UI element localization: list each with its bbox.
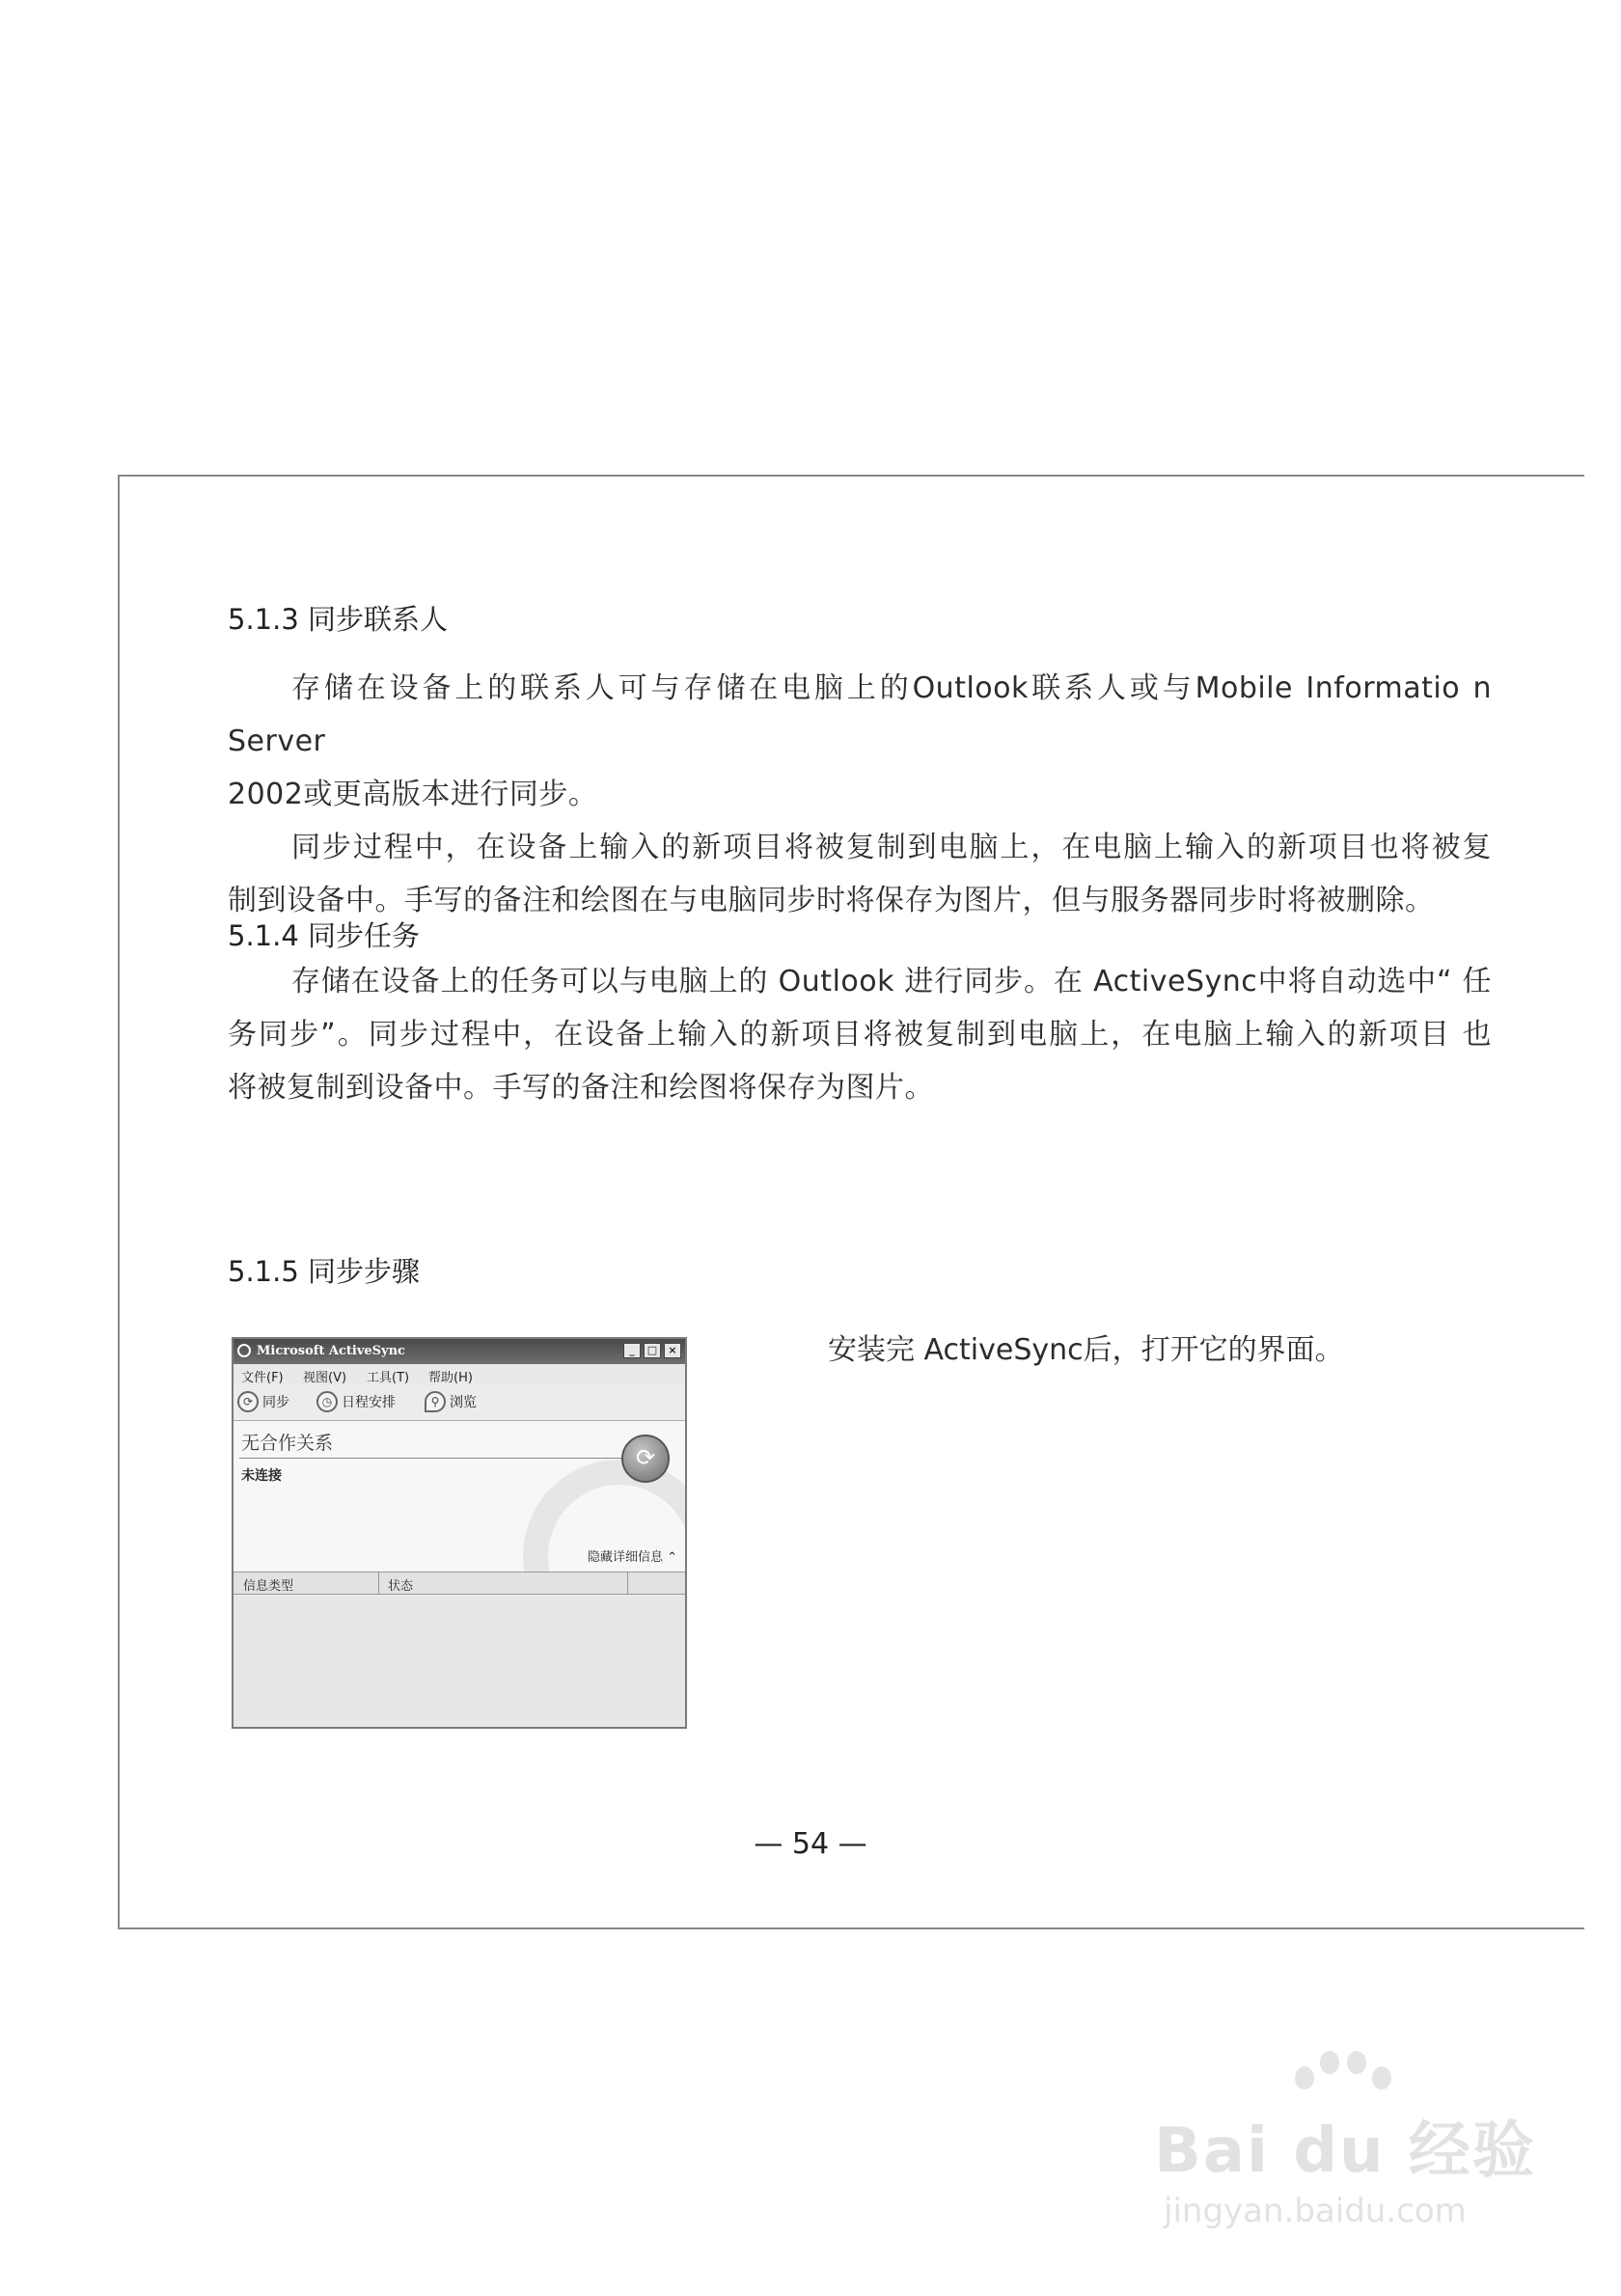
heading-5-1-5: 5.1.5 同步步骤 [228,1255,421,1288]
page-number: — 54 — [754,1827,867,1861]
list-header [234,1572,685,1595]
info-list [234,1595,685,1727]
magnifier-icon: ⚲ [425,1391,446,1412]
sync-status-icon[interactable]: ⟳ [621,1435,670,1483]
activesync-app-icon [237,1344,251,1357]
explore-label: 浏览 [450,1395,477,1410]
baidu-jingyan-watermark [1154,2037,1598,2240]
frame-bottom-rule [118,1927,1584,1929]
menu-view[interactable]: 视图(V) [303,1371,347,1385]
heading-5-1-3: 5.1.3 同步联系人 [228,603,449,636]
screenshot-caption: 安装完 ActiveSync后，打开它的界面。 [828,1333,1344,1367]
explore-button[interactable] [425,1391,477,1414]
paw-icon [1295,2066,1314,2090]
paragraph-line: 存储在设备上的任务可以与电脑上的 Outlook 进行同步。在 ActiveSync中将自动选中“ 任 [291,965,1492,998]
minimize-button[interactable]: _ [623,1343,641,1358]
paragraph-line: 将被复制到设备中。手写的备注和绘图将保存为图片。 [228,1071,934,1105]
schedule-label: 日程安排 [342,1395,396,1410]
sync-button[interactable] [237,1391,289,1414]
title-bar [234,1339,685,1364]
clock-icon: ◷ [316,1391,338,1412]
menu-help[interactable]: 帮助(H) [428,1371,473,1385]
paragraph-line: 同步过程中，在设备上输入的新项目将被复制到电脑上，在电脑上输入的新项目也将被复 [291,831,1492,864]
paragraph-line: 存储在设备上的联系人可与存储在电脑上的Outlook联系人或与Mobile Informatio n Server [228,671,1492,758]
paw-icon [1372,2066,1391,2090]
status-pane [234,1421,685,1572]
frame-top-rule [118,475,1584,477]
heading-5-1-4: 5.1.4 同步任务 [228,919,421,952]
paragraph-line: 务同步”。同步过程中，在设备上输入的新项目将被复制到电脑上，在电脑上输入的新项目 也 [228,1018,1492,1052]
activesync-window [232,1337,687,1729]
column-info-type[interactable]: 信息类型 [243,1579,294,1594]
frame-left-rule [118,475,120,1929]
connection-status: 未连接 [241,1468,282,1484]
paragraph-5-1-3 [228,662,1492,927]
sync-label: 同步 [262,1395,289,1410]
menu-file[interactable]: 文件(F) [241,1371,284,1385]
hide-details-toggle[interactable]: 隐藏详细信息 ⌃ [587,1550,677,1565]
menu-bar [234,1364,685,1385]
paw-icon [1347,2051,1366,2074]
menu-tools[interactable]: 工具(T) [367,1371,410,1385]
column-status[interactable]: 状态 [388,1579,414,1594]
paragraph-line: 制到设备中。手写的备注和绘图在与电脑同步时将保存为图片，但与服务器同步时将被删除。 [228,884,1435,917]
window-title: Microsoft ActiveSync [257,1344,405,1358]
column-divider [627,1572,628,1594]
close-button[interactable]: × [664,1343,681,1358]
sync-icon: ⟳ [237,1391,259,1412]
maximize-button[interactable]: □ [644,1343,661,1358]
status-divider [239,1458,625,1459]
baidu-logo-text: Bai du 经验 [1154,2116,1536,2187]
schedule-button[interactable] [316,1391,396,1414]
baidu-url: jingyan.baidu.com [1164,2192,1467,2230]
partnership-status: 无合作关系 [241,1433,334,1454]
paw-icon [1320,2051,1339,2074]
toolbar [234,1385,685,1421]
paragraph-5-1-4 [228,955,1492,1114]
paragraph-line: 2002或更高版本进行同步。 [228,778,598,811]
column-divider [378,1572,379,1594]
